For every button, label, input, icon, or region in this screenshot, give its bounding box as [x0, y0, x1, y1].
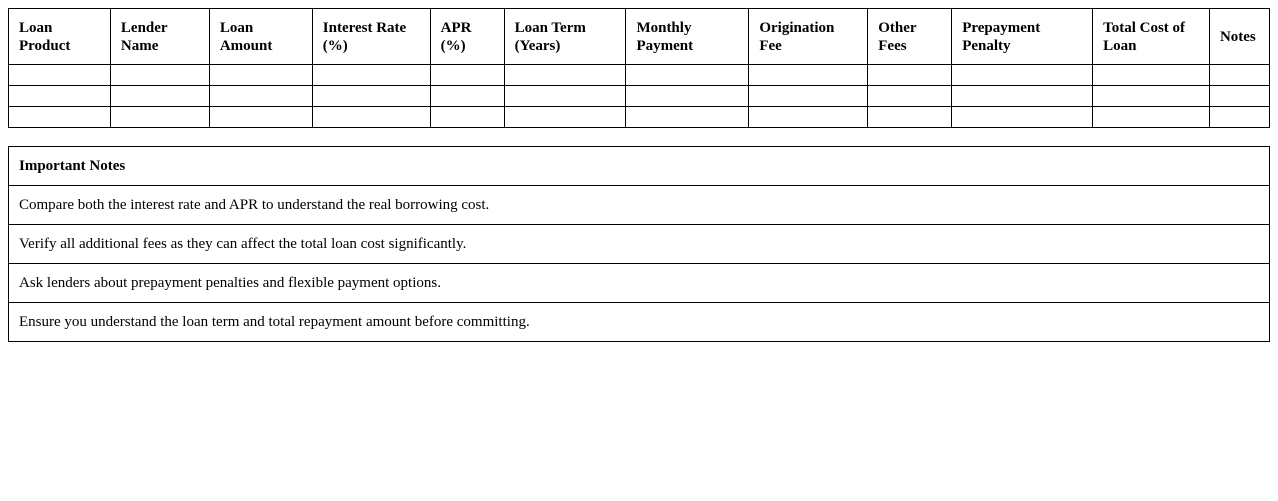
table-cell — [952, 86, 1093, 107]
header-line: Fees — [878, 37, 907, 54]
table-cell — [209, 65, 312, 86]
header-line: Notes — [1219, 28, 1256, 45]
table-cell — [1093, 86, 1210, 107]
column-header-prepayment-penalty — [952, 9, 1093, 65]
header-line: Name — [120, 37, 159, 54]
table-cell — [1209, 86, 1269, 107]
note-row — [9, 225, 1270, 264]
header-line: APR — [440, 19, 472, 36]
header-line: Monthly — [636, 19, 692, 36]
table-cell — [110, 107, 209, 128]
table-cell — [868, 86, 952, 107]
note-row — [9, 186, 1270, 225]
table-cell — [626, 65, 749, 86]
table-cell — [110, 65, 209, 86]
header-line: Loan Term — [514, 19, 586, 36]
column-header-other-fees — [868, 9, 952, 65]
table-cell — [1209, 65, 1269, 86]
notes-title: Important Notes — [9, 147, 1270, 186]
table-cell — [430, 107, 504, 128]
table-row — [9, 107, 1270, 128]
header-line: Interest Rate — [322, 19, 407, 36]
note-row — [9, 303, 1270, 342]
column-header-loan-amount — [209, 9, 312, 65]
column-header-loan-product — [9, 9, 111, 65]
column-header-monthly-payment — [626, 9, 749, 65]
header-line: Loan — [1103, 37, 1137, 54]
table-cell — [952, 107, 1093, 128]
header-line: Fee — [759, 37, 782, 54]
note-text: Ask lenders about prepayment penalties and flexible payment options. — [9, 264, 1270, 303]
column-header-interest-rate — [312, 9, 430, 65]
header-line: (%) — [322, 37, 348, 54]
table-cell — [9, 86, 111, 107]
header-line: Loan — [19, 19, 53, 36]
table-cell — [209, 107, 312, 128]
header-line: Product — [19, 37, 71, 54]
column-header-origination-fee — [749, 9, 868, 65]
table-cell — [868, 65, 952, 86]
header-line: Prepayment — [962, 19, 1041, 36]
table-cell — [1209, 107, 1269, 128]
note-text: Ensure you understand the loan term and total repayment amount before committing. — [9, 303, 1270, 342]
column-header-loan-term — [504, 9, 626, 65]
table-cell — [110, 86, 209, 107]
loan-comparison-table — [8, 8, 1270, 128]
note-text: Verify all additional fees as they can affect the total loan cost significantly. — [9, 225, 1270, 264]
column-header-total-cost — [1093, 9, 1210, 65]
table-cell — [312, 107, 430, 128]
table-cell — [504, 86, 626, 107]
table-cell — [430, 65, 504, 86]
table-cell — [312, 86, 430, 107]
table-cell — [749, 86, 868, 107]
header-line: (%) — [440, 37, 466, 54]
column-header-lender-name — [110, 9, 209, 65]
column-header-notes — [1209, 9, 1269, 65]
table-cell — [952, 65, 1093, 86]
table-row — [9, 65, 1270, 86]
header-line: Origination — [759, 19, 835, 36]
header-row — [9, 9, 1270, 65]
notes-header-row — [9, 147, 1270, 186]
header-line: (Years) — [514, 37, 561, 54]
header-line: Lender — [120, 19, 168, 36]
table-cell — [1093, 65, 1210, 86]
header-line: Loan — [219, 19, 254, 36]
table-cell — [868, 107, 952, 128]
header-line: Total Cost of — [1103, 19, 1186, 36]
note-text: Compare both the interest rate and APR to understand the real borrowing cost. — [9, 186, 1270, 225]
table-cell — [1093, 107, 1210, 128]
table-cell — [430, 86, 504, 107]
table-cell — [626, 86, 749, 107]
table-cell — [504, 107, 626, 128]
table-cell — [209, 86, 312, 107]
column-header-apr — [430, 9, 504, 65]
important-notes-table — [8, 146, 1270, 342]
header-line: Penalty — [962, 37, 1011, 54]
table-cell — [9, 65, 111, 86]
header-line: Amount — [219, 37, 273, 54]
table-cell — [749, 65, 868, 86]
table-cell — [749, 107, 868, 128]
header-line: Other — [878, 19, 917, 36]
table-row — [9, 86, 1270, 107]
header-line: Payment — [636, 37, 694, 54]
table-cell — [626, 107, 749, 128]
table-cell — [312, 65, 430, 86]
table-cell — [504, 65, 626, 86]
table-cell — [9, 107, 111, 128]
note-row — [9, 264, 1270, 303]
